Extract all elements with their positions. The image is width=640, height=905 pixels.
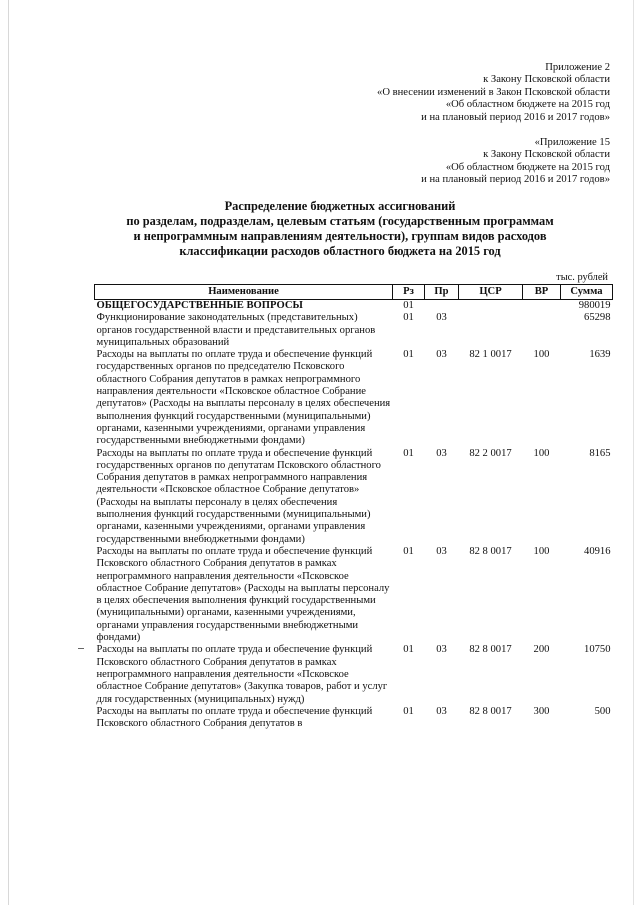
appendix-line: Приложение 2 [545,62,610,73]
title-line: по разделам, подразделам, целевым статьям (государственным программам [126,214,554,228]
row-rz: 01 [403,447,414,459]
header-sum: Сумма [561,285,613,300]
table-row [95,300,613,313]
row-name: Функционирование законодательных (представительных) органов государственной власти и представительных органов муниципальных образований [96,312,376,348]
row-name: Расходы на выплаты по оплате труда и обеспечение функций государственных органов по депутатам Псковского областного Собрания депутатов в рамках непрограммного направления деятельности «Псковское областное Собрание депутатов» (Расходы на выплаты персоналу в целях обеспечения выполнения функций государственными (муниципальными) органами, казенными учреждениями, органами управления государственными внебюджетными фондами) [96,447,381,545]
row-name: Расходы на выплаты по оплате труда и обеспечение функций государственных органов по председателю Псковского областного Собрания депутатов в рамках непрограммного направления деятельности «Псковское областное Собрание депутатов» (Расходы на выплаты персоналу в целях обеспечения выполнения функций государственными (муниципальными) органами, казенными учреждениями, органами управления государственными внебюджетными фондами) [96,349,391,447]
appendix-header-current [377,62,610,124]
header-pr: Пр [425,285,459,300]
appendix-line: и на плановый период 2016 и 2017 годов» [421,111,610,123]
row-vr: 200 [533,644,550,656]
table-header-row [95,285,613,300]
units-label: тыс. рублей [556,272,608,283]
row-rz: 01 [403,545,414,557]
row-csr [459,300,523,313]
row-name: Расходы на выплаты по оплате труда и обеспечение функций Псковского областного Собрания депутатов в рамках непрограммного направления деятельности «Псковское областное Собрание депутатов» (Закупка товаров, работ и услуг для государственных (муниципальных) нужд) [96,644,388,705]
row-rz: 01 [403,349,414,361]
scan-edge-right [633,0,634,905]
row-pr: 03 [436,349,447,361]
table-row [95,706,613,731]
header-name: Наименование [95,285,393,300]
row-sum: 500 [594,705,611,717]
row-name: Расходы на выплаты по оплате труда и обеспечение функций Псковского областного Собрания депутатов в [96,705,373,730]
row-rz: 01 [403,644,414,656]
header-csr: ЦСР [459,285,523,300]
row-pr: 03 [436,312,447,324]
row-sum: 8165 [589,447,611,459]
document-title [60,199,620,259]
row-rz: 01 [403,312,414,324]
row-csr: 82 1 0017 [469,349,512,361]
row-sum: 10750 [584,644,611,656]
appendix-line: к Закону Псковской области [483,74,610,86]
row-vr: 100 [533,447,550,459]
appendix-line: «Об областном бюджете на 2015 год [445,99,610,111]
row-csr: 82 8 0017 [469,644,512,656]
row-vr [523,300,561,313]
table-row [95,644,613,705]
appendix-line: и на плановый период 2016 и 2017 годов» [421,174,610,186]
row-sum: 40916 [584,545,611,557]
row-pr: 03 [436,545,447,557]
row-sum: 65298 [584,312,611,324]
header-rz: Рз [393,285,425,300]
row-sum: 1639 [589,349,611,361]
appendix-header-original [421,137,610,187]
table-row [95,349,613,447]
title-line: и непрограммным направлениям деятельности), группам видов расходов [133,229,547,243]
table-row [95,546,613,644]
row-vr: 100 [533,349,550,361]
row-vr: 100 [533,545,550,557]
table-row [95,312,613,349]
row-csr: 82 2 0017 [469,447,512,459]
row-pr: 03 [436,644,447,656]
appendix-line: «Об областном бюджете на 2015 год [445,161,610,173]
row-pr [425,300,459,313]
title-line: классификации расходов областного бюджета на 2015 год [179,244,501,258]
row-name: Расходы на выплаты по оплате труда и обеспечение функций Псковского областного Собрания депутатов в рамках непрограммного направления деятельности «Псковское областное Собрание депутатов» (Расходы на выплаты персоналу в целях обеспечения выполнения функций государственными (муниципальными) органами, казенными учреждениями, органами управления государственными внебюджетными фондами) [96,545,390,644]
row-csr [459,312,523,349]
row-name: ОБЩЕГОСУДАРСТВЕННЫЕ ВОПРОСЫ [95,300,393,313]
row-vr [523,312,561,349]
scan-edge-left [8,0,9,905]
header-vr: ВР [523,285,561,300]
table-row [95,448,613,546]
row-csr: 82 8 0017 [469,705,512,717]
row-pr: 03 [436,705,447,717]
title-line: Распределение бюджетных ассигнований [224,199,456,213]
row-rz: 01 [403,705,414,717]
row-vr: 300 [533,705,550,717]
row-rz: 01 [393,300,425,313]
appendix-line: «Приложение 15 [534,137,610,148]
row-sum: 980019 [561,300,613,313]
appendix-line: «О внесении изменений в Закон Псковской области [377,86,610,98]
scan-mark [78,648,84,649]
appendix-line: к Закону Псковской области [483,149,610,161]
row-pr: 03 [436,447,447,459]
budget-table [94,284,613,730]
row-csr: 82 8 0017 [469,545,512,557]
